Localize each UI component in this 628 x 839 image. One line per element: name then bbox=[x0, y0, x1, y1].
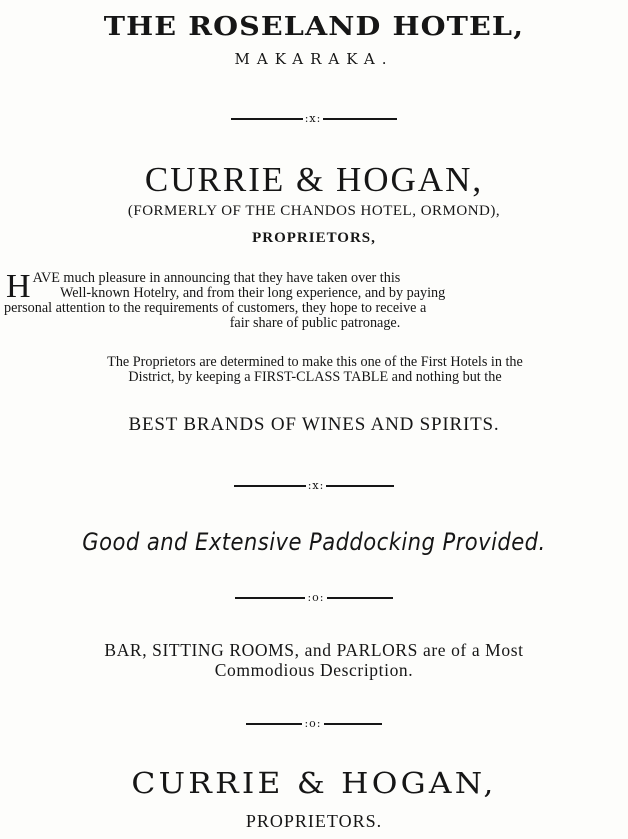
paragraph-line: fair share of public patronage. bbox=[229, 315, 401, 331]
paragraph-line: AVE much pleasure in announcing that they have taken over this bbox=[32, 270, 401, 286]
paragraph-line: The Proprietors are determined to make this one of the First Hotels in the bbox=[107, 354, 523, 370]
rooms-line-2: Commodious Description. bbox=[214, 660, 414, 680]
paragraph-line: District, by keeping a FIRST-CLASS TABLE and nothing but the bbox=[128, 369, 502, 385]
hotel-name-heading: THE ROSELAND HOTEL, bbox=[103, 12, 525, 42]
rooms-line-1: BAR, SITTING ROOMS, and PARLORS are of a Most bbox=[104, 640, 524, 660]
divider-2 bbox=[0, 479, 628, 492]
divider-mark: :o: bbox=[304, 717, 322, 730]
best-brands-line: BEST BRANDS OF WINES AND SPIRITS. bbox=[128, 414, 500, 435]
footer-proprietors-label: PROPRIETORS. bbox=[245, 811, 383, 831]
paddocking-line: Good and Extensive Paddocking Provided. bbox=[82, 528, 546, 556]
divider-3 bbox=[0, 591, 628, 604]
divider-1 bbox=[0, 112, 628, 125]
divider-4 bbox=[0, 717, 628, 730]
location-line: MAKARAKA. bbox=[234, 50, 394, 68]
footer-proprietors-name: CURRIE & HOGAN, bbox=[131, 766, 497, 800]
proprietors-name: CURRIE & HOGAN, bbox=[144, 160, 484, 199]
proprietors-paragraph bbox=[4, 355, 626, 385]
proprietors-label: PROPRIETORS, bbox=[252, 230, 376, 246]
drop-cap: H bbox=[6, 268, 31, 305]
divider-mark: :x: bbox=[307, 479, 325, 492]
paragraph-line: personal attention to the requirements of customers, they hope to receive a bbox=[4, 300, 427, 316]
divider-mark: :x: bbox=[304, 112, 322, 125]
paragraph-line: Well-known Hotelry, and from their long experience, and by paying bbox=[60, 285, 446, 301]
announcement-paragraph bbox=[4, 268, 626, 331]
formerly-note: (FORMERLY OF THE CHANDOS HOTEL, ORMOND), bbox=[127, 203, 501, 219]
divider-mark: :o: bbox=[307, 591, 325, 604]
